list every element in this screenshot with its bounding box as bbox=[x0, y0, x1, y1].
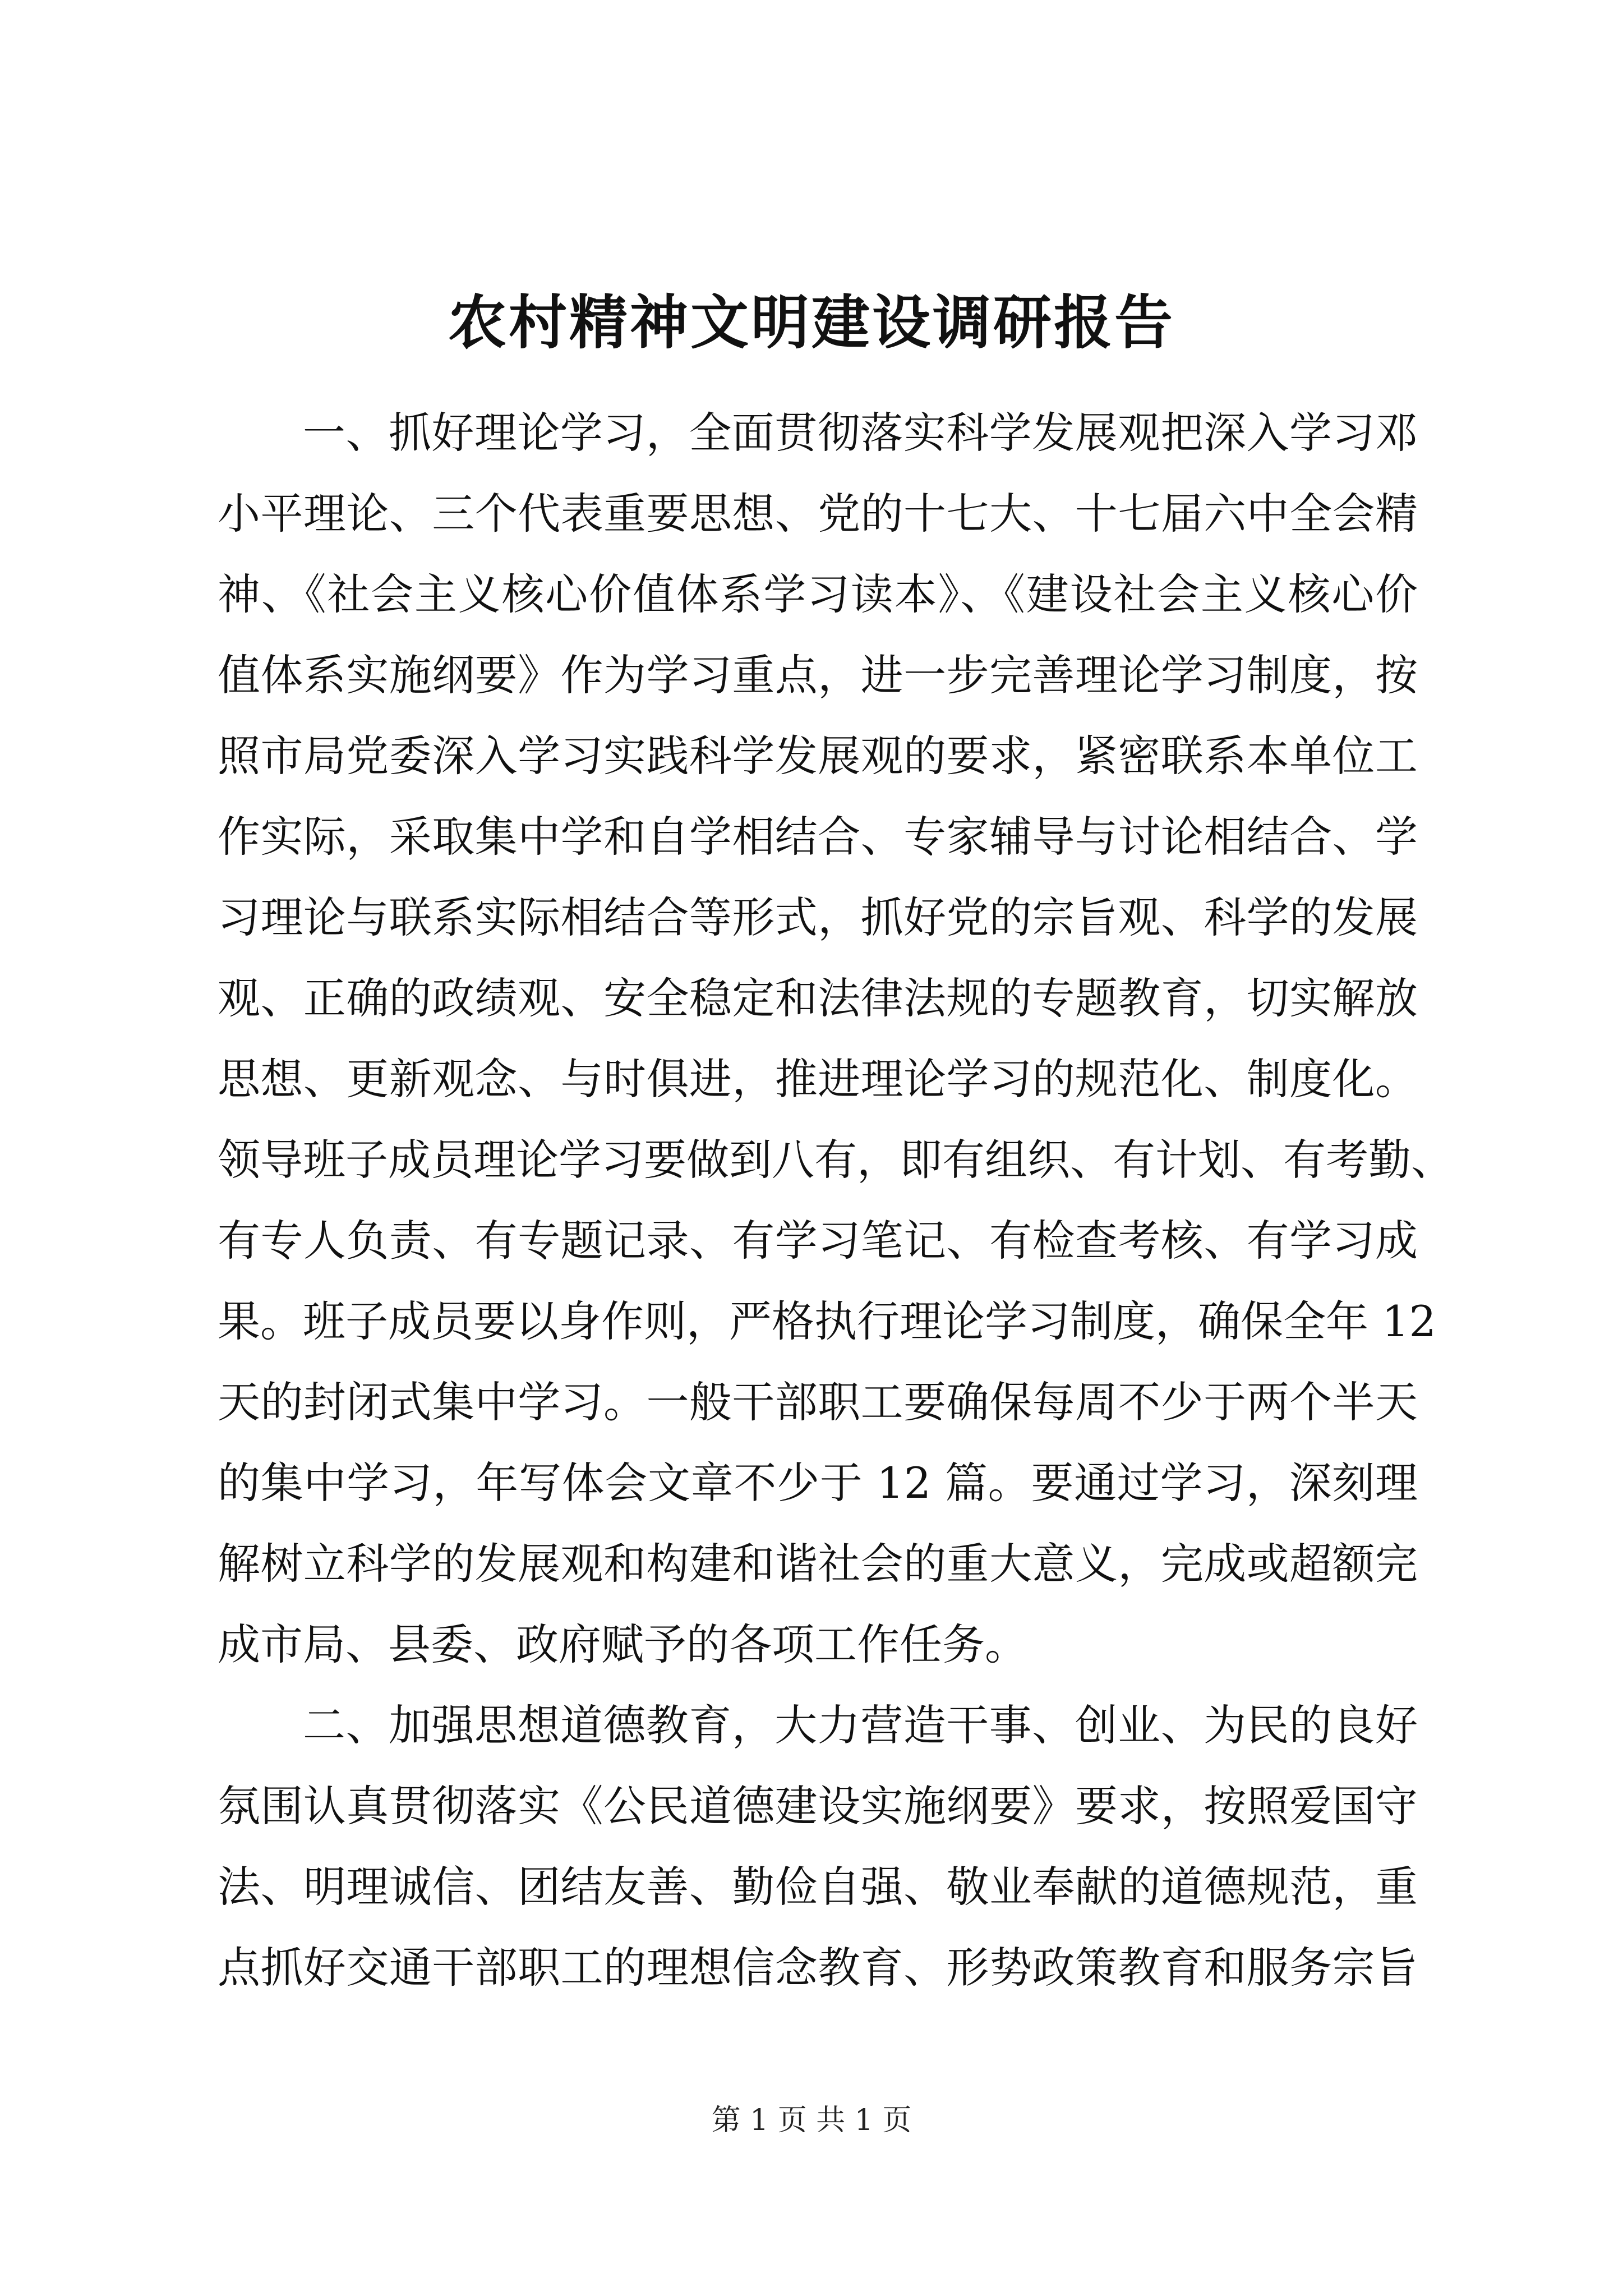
paragraph-line: 成市局、县委、政府赋予的各项工作任务。 bbox=[218, 1619, 1027, 1669]
paragraph-line: 思想、更新观念、与时俱进，推进理论学习的规范化、制度化。 bbox=[218, 1054, 1418, 1104]
paragraph-line: 氛围认真贯彻落实《公民道德建设实施纲要》要求，按照爱国守 bbox=[218, 1781, 1418, 1831]
document-title: 农村精神文明建设调研报告 bbox=[448, 288, 1175, 357]
page-number-footer: 第 1 页 共 1 页 bbox=[711, 2104, 912, 2137]
paragraph-line: 二、加强思想道德教育，大力营造干事、创业、为民的良好 bbox=[303, 1700, 1418, 1750]
paragraph-line: 解树立科学的发展观和构建和谐社会的重大意义，完成或超额完 bbox=[218, 1539, 1418, 1589]
paragraph-line: 一、抓好理论学习，全面贯彻落实科学发展观把深入学习邓 bbox=[303, 408, 1418, 458]
paragraph-line: 神、《社会主义核心价值体系学习读本》、《建设社会主义核心价 bbox=[218, 569, 1418, 619]
paragraph-line: 领导班子成员理论学习要做到八有，即有组织、有计划、有考勤、 bbox=[218, 1135, 1454, 1185]
paragraph-line: 天的封闭式集中学习。一般干部职工要确保每周不少于两个半天 bbox=[218, 1377, 1418, 1427]
paragraph-line: 习理论与联系实际相结合等形式，抓好党的宗旨观、科学的发展 bbox=[218, 892, 1418, 942]
paragraph-line: 值体系实施纲要》作为学习重点，进一步完善理论学习制度，按 bbox=[218, 650, 1418, 700]
paragraph-line: 照市局党委深入学习实践科学发展观的要求，紧密联系本单位工 bbox=[218, 731, 1418, 781]
paragraph-line: 有专人负责、有专题记录、有学习笔记、有检查考核、有学习成 bbox=[218, 1216, 1418, 1266]
paragraph-line: 果。班子成员要以身作则，严格执行理论学习制度，确保全年 12 bbox=[218, 1296, 1436, 1346]
paragraph-line: 法、明理诚信、团结友善、勤俭自强、敬业奉献的道德规范，重 bbox=[218, 1862, 1418, 1912]
paragraph-line: 作实际，采取集中学和自学相结合、专家辅导与讨论相结合、学 bbox=[218, 812, 1418, 862]
document-body bbox=[218, 393, 1454, 2008]
paragraph-line: 的集中学习，年写体会文章不少于 12 篇。要通过学习，深刻理 bbox=[218, 1458, 1418, 1508]
paragraph-line: 观、正确的政绩观、安全稳定和法律法规的专题教育，切实解放 bbox=[218, 973, 1418, 1023]
paragraph-line: 小平理论、三个代表重要思想、党的十七大、十七届六中全会精 bbox=[218, 489, 1418, 539]
paragraph-line: 点抓好交通干部职工的理想信念教育、形势政策教育和服务宗旨 bbox=[218, 1943, 1418, 1993]
